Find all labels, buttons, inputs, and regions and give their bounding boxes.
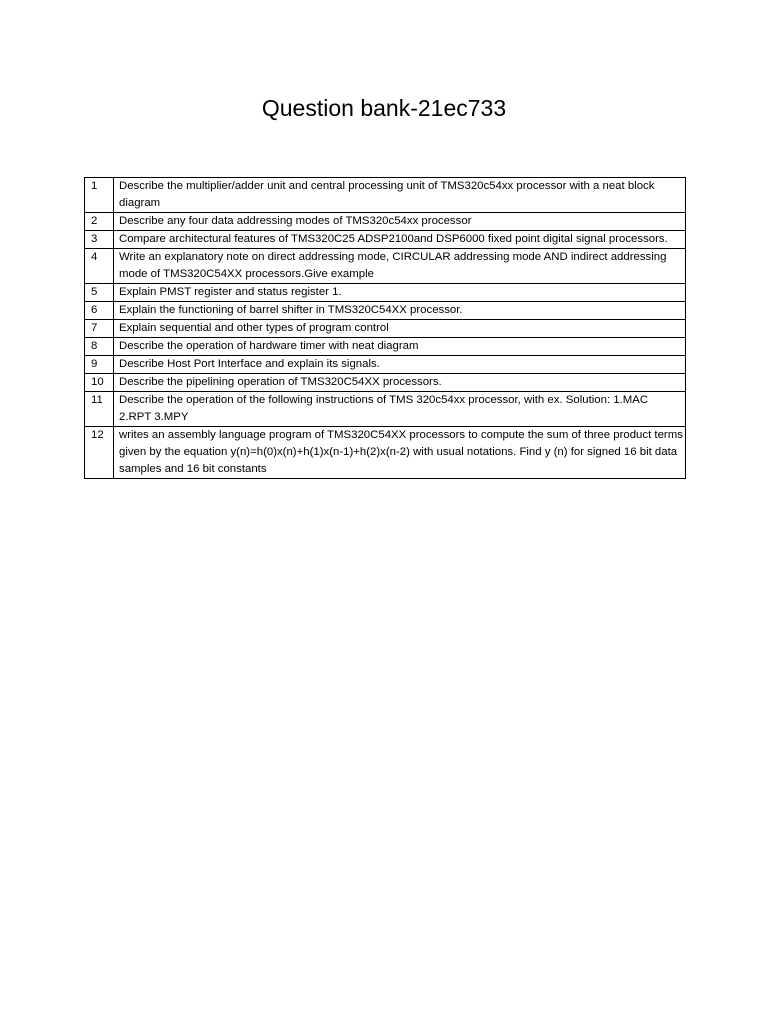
- question-text: Describe the operation of hardware timer with neat diagram: [114, 338, 686, 356]
- table-row: [85, 178, 686, 213]
- question-number: 10: [85, 374, 114, 392]
- table-row: [85, 356, 686, 374]
- question-number: 11: [85, 392, 114, 427]
- table-row: [85, 392, 686, 427]
- question-table: [84, 177, 686, 479]
- page-title: Question bank-21ec733: [261, 95, 507, 121]
- question-number: 5: [85, 284, 114, 302]
- table-row: [85, 213, 686, 231]
- table-row: [85, 249, 686, 284]
- question-text: Describe the operation of the following instructions of TMS 320c54xx processor, with ex. Solution: 1.MAC 2.RPT 3.MPY: [114, 392, 686, 427]
- table-row: [85, 284, 686, 302]
- table-row: [85, 374, 686, 392]
- question-text: Write an explanatory note on direct addressing mode, CIRCULAR addressing mode AND indirect addressing mode of TMS320C54XX processors.Give example: [114, 249, 686, 284]
- question-number: 12: [85, 427, 114, 479]
- table-row: [85, 338, 686, 356]
- question-text: writes an assembly language program of TMS320C54XX processors to compute the sum of three product terms given by the equation y(n)=h(0)x(n)+h(1)x(n-1)+h(2)x(n-2) with usual notations. Find y (n) for signed 16 bit data samples and 16 bit constants: [114, 427, 686, 479]
- table-row: [85, 427, 686, 479]
- question-number: 3: [85, 231, 114, 249]
- question-number: 9: [85, 356, 114, 374]
- question-number: 2: [85, 213, 114, 231]
- question-number: 4: [85, 249, 114, 284]
- question-number: 7: [85, 320, 114, 338]
- question-text: Compare architectural features of TMS320C25 ADSP2100and DSP6000 fixed point digital signal processors.: [114, 231, 686, 249]
- question-text: Describe any four data addressing modes of TMS320c54xx processor: [114, 213, 686, 231]
- question-number: 1: [85, 178, 114, 213]
- question-number: 6: [85, 302, 114, 320]
- question-text: Explain PMST register and status register 1.: [114, 284, 686, 302]
- table-row: [85, 320, 686, 338]
- question-text: Explain sequential and other types of program control: [114, 320, 686, 338]
- question-text: Explain the functioning of barrel shifter in TMS320C54XX processor.: [114, 302, 686, 320]
- table-row: [85, 302, 686, 320]
- question-number: 8: [85, 338, 114, 356]
- table-row: [85, 231, 686, 249]
- question-text: Describe the multiplier/adder unit and central processing unit of TMS320c54xx processor with a neat block diagram: [114, 178, 686, 213]
- question-text: Describe the pipelining operation of TMS320C54XX processors.: [114, 374, 686, 392]
- question-text: Describe Host Port Interface and explain its signals.: [114, 356, 686, 374]
